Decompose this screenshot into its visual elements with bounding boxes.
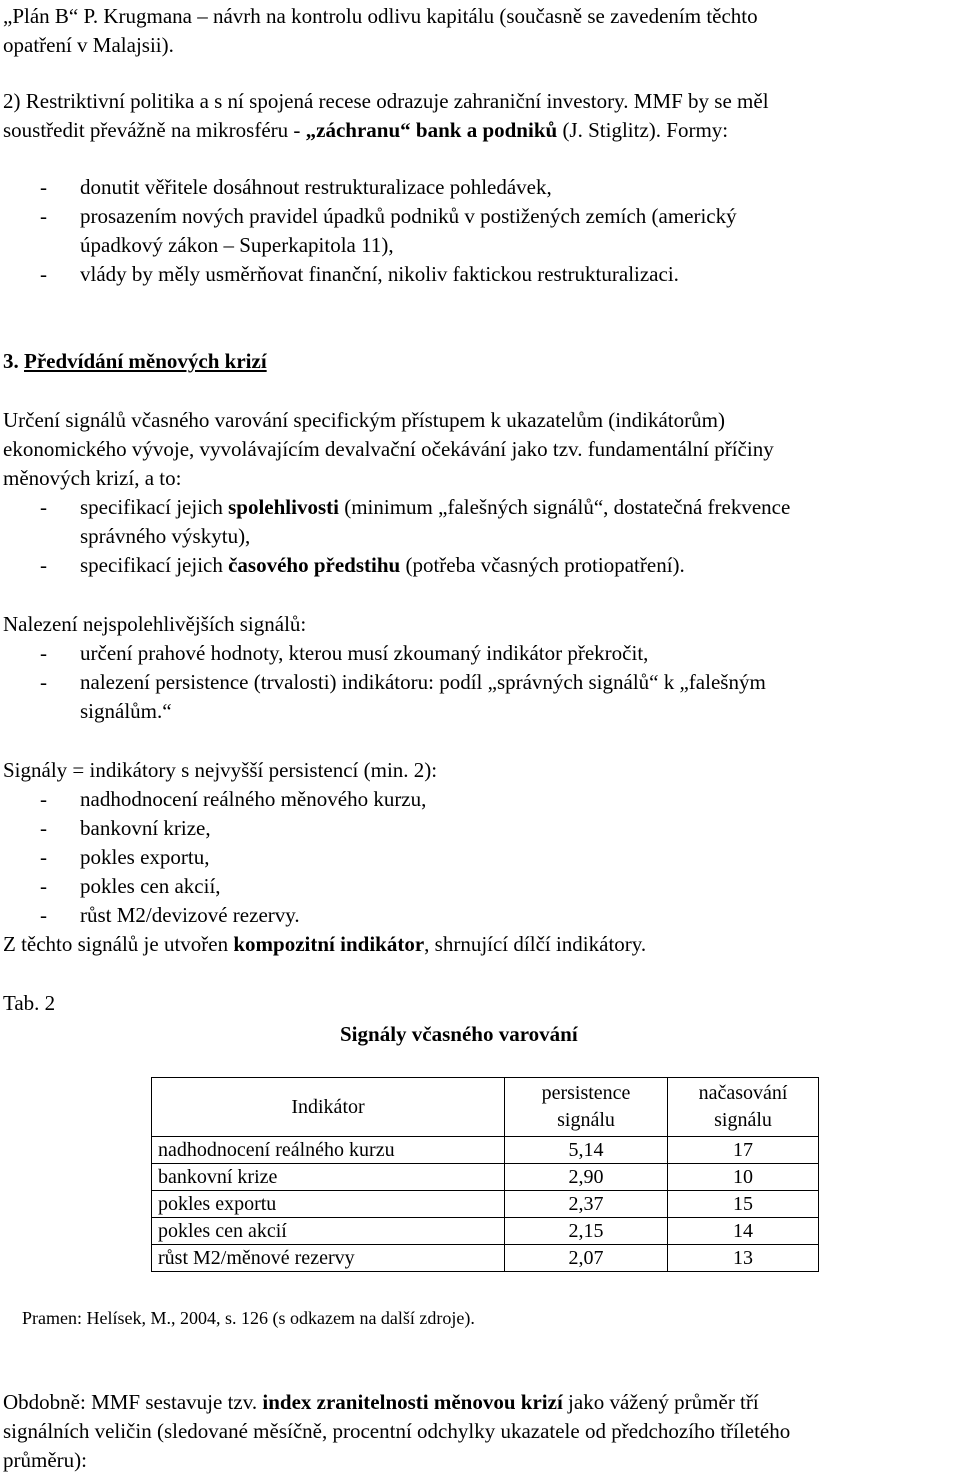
table-title: Signály včasného varování xyxy=(340,1022,578,1046)
para3-bullet-1-text-c: (minimum „falešných signálů“, dostatečná frekvence xyxy=(338,495,791,519)
para3-bullet-1 xyxy=(80,494,790,520)
section-3-title: Předvídání měnových krizí xyxy=(24,349,267,373)
header-persistence-line-1: persistence xyxy=(541,1082,631,1104)
para3-bullet-2-text-c: (potřeba včasných protiopatření). xyxy=(400,553,685,577)
para3-bullet-1-text-a: specifikací jejich xyxy=(80,495,229,519)
para2-bullet-2b: úpadkový zákon – Superkapitola 11), xyxy=(80,233,394,257)
section-3-heading xyxy=(3,348,267,374)
para2-line-1: 2) Restriktivní politika a s ní spojená recese odrazuje zahraniční investory. MMF by se měl xyxy=(3,89,769,113)
table-header-row xyxy=(152,1078,819,1137)
cell-indicator: bankovní krize xyxy=(152,1164,505,1191)
composite-indicator-line xyxy=(3,931,646,957)
table-row xyxy=(152,1164,819,1191)
cell-timing: 17 xyxy=(668,1137,819,1164)
cell-timing: 10 xyxy=(668,1164,819,1191)
intro-line-1: „Plán B“ P. Krugmana – návrh na kontrolu odlivu kapitálu (současně se zavedením těchto xyxy=(3,4,758,28)
signal-item-5: růst M2/devizové rezervy. xyxy=(80,903,300,927)
para6-emphasis-index: index zranitelnosti měnovou krizí xyxy=(262,1390,563,1414)
para2-line-2-text-c: (J. Stiglitz). Formy: xyxy=(557,118,729,142)
composite-indicator-term: kompozitní indikátor xyxy=(233,932,425,956)
header-persistence-line-2: signálu xyxy=(557,1109,615,1131)
signals-table xyxy=(151,1077,819,1272)
para2-bullet-2a: prosazením nových pravidel úpadků podniků v postižených zemích (americký xyxy=(80,204,737,228)
para2-bullet-dash-1: - xyxy=(40,175,47,199)
para4-bullet-2b: signálům.“ xyxy=(80,699,172,723)
table-row xyxy=(152,1218,819,1245)
para6-line-1 xyxy=(3,1389,759,1415)
para2-bullet-3: vlády by měly usměrňovat finanční, nikoliv faktickou restrukturalizaci. xyxy=(80,262,679,286)
cell-persistence: 5,14 xyxy=(505,1137,668,1164)
cell-indicator: růst M2/měnové rezervy xyxy=(152,1245,505,1272)
signal-item-3: pokles exportu, xyxy=(80,845,210,869)
cell-persistence: 2,90 xyxy=(505,1164,668,1191)
table-row xyxy=(152,1245,819,1272)
header-timing-line-2: signálu xyxy=(714,1109,772,1131)
para3-line-3: měnových krizí, a to: xyxy=(3,466,182,490)
section-3-number: 3. xyxy=(3,349,19,373)
header-timing xyxy=(668,1078,819,1137)
composite-text-c: , shrnující dílčí indikátory. xyxy=(424,932,647,956)
para6-line-2: signálních veličin (sledované měsíčně, procentní odchylky ukazatele od předchozího tříletého xyxy=(3,1419,791,1443)
signal-item-4: pokles cen akcií, xyxy=(80,874,221,898)
signal-item-2: bankovní krize, xyxy=(80,816,211,840)
para3-bullet-dash-2: - xyxy=(40,553,47,577)
header-persistence xyxy=(505,1078,668,1137)
para2-bullet-dash-2: - xyxy=(40,204,47,228)
para3-emphasis-reliability: spolehlivosti xyxy=(228,495,339,519)
para2-bullet-dash-3: - xyxy=(40,262,47,286)
para4-bullet-2a: nalezení persistence (trvalosti) indikátoru: podíl „správných signálů“ k „falešným xyxy=(80,670,766,694)
para3-bullet-dash-1: - xyxy=(40,495,47,519)
para4-bullet-1: určení prahové hodnoty, kterou musí zkoumaný indikátor překročit, xyxy=(80,641,649,665)
para3-line-2: ekonomického vývoje, vyvolávajícím devalvační očekávání jako tzv. fundamentální příčiny xyxy=(3,437,774,461)
para5-line-1: Signály = indikátory s nejvyšší persistencí (min. 2): xyxy=(3,758,438,782)
para2-emphasis-rescue: „záchranu“ bank a podniků xyxy=(305,118,558,142)
para3-bullet-2-text-a: specifikací jejich xyxy=(80,553,229,577)
para5-bullet-dash-5: - xyxy=(40,903,47,927)
cell-timing: 13 xyxy=(668,1245,819,1272)
cell-persistence: 2,37 xyxy=(505,1191,668,1218)
para5-bullet-dash-2: - xyxy=(40,816,47,840)
composite-text-a: Z těchto signálů je utvořen xyxy=(3,932,234,956)
para4-line-1: Nalezení nejspolehlivějších signálů: xyxy=(3,612,307,636)
para6-text-a: Obdobně: MMF sestavuje tzv. xyxy=(3,1390,263,1414)
cell-indicator: pokles cen akcií xyxy=(152,1218,505,1245)
cell-indicator: nadhodnocení reálného kurzu xyxy=(152,1137,505,1164)
para4-bullet-dash-2: - xyxy=(40,670,47,694)
cell-indicator: pokles exportu xyxy=(152,1191,505,1218)
cell-timing: 15 xyxy=(668,1191,819,1218)
para6-line-3: průměru): xyxy=(3,1448,87,1472)
header-timing-line-1: načasování xyxy=(698,1082,788,1104)
para3-bullet-1-cont: správného výskytu), xyxy=(80,524,251,548)
para6-text-c: jako vážený průměr tří xyxy=(562,1390,759,1414)
para2-line-2 xyxy=(3,117,728,143)
header-indicator: Indikátor xyxy=(152,1078,505,1137)
para3-bullet-2 xyxy=(80,552,685,578)
cell-timing: 14 xyxy=(668,1218,819,1245)
signal-item-1: nadhodnocení reálného měnového kurzu, xyxy=(80,787,427,811)
para5-bullet-dash-4: - xyxy=(40,874,47,898)
table-row xyxy=(152,1137,819,1164)
para5-bullet-dash-1: - xyxy=(40,787,47,811)
para4-bullet-dash-1: - xyxy=(40,641,47,665)
para2-bullet-1: donutit věřitele dosáhnout restrukturalizace pohledávek, xyxy=(80,175,552,199)
cell-persistence: 2,07 xyxy=(505,1245,668,1272)
para2-line-2-text-a: soustředit převážně na mikrosféru - xyxy=(3,118,306,142)
table-label: Tab. 2 xyxy=(3,991,56,1015)
table-row xyxy=(152,1191,819,1218)
para3-emphasis-lead-time: časového předstihu xyxy=(228,553,401,577)
intro-line-2: opatření v Malajsii). xyxy=(3,33,174,57)
table-source-note: Pramen: Helísek, M., 2004, s. 126 (s odkazem na další zdroje). xyxy=(22,1308,475,1328)
para3-line-1: Určení signálů včasného varování specifickým přístupem k ukazatelům (indikátorům) xyxy=(3,408,725,432)
cell-persistence: 2,15 xyxy=(505,1218,668,1245)
para5-bullet-dash-3: - xyxy=(40,845,47,869)
